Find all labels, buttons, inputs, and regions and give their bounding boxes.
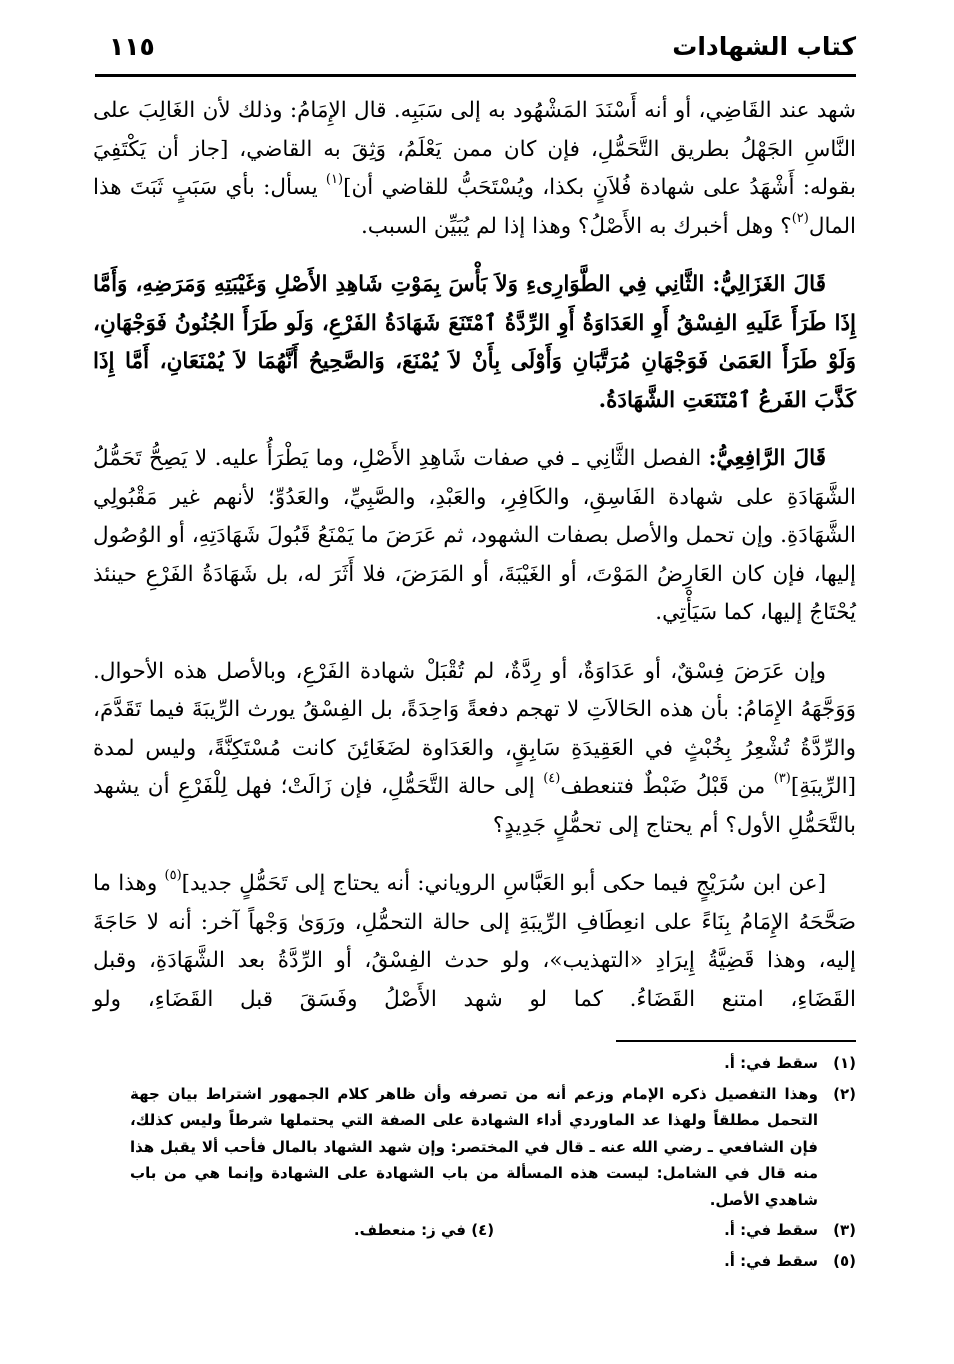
paragraph-text: ؟ وهل أخبرك به الأَصْلُ؟ وهذا إذا لم يُبَيِّن السبب.	[360, 213, 792, 239]
paragraph-text: وإن عَرَضَ فِسْقٌ، أو عَدَاوَةٌ، أو رِدَّةٌ، لم تُقْبَلْ شهادة الفَرْعِ، وبالأصل هذه الأحوال. وَوَجَّهَهُ الإِمَامُ: بأن هذه الحَالاَتِ لا تهجم دفعةً وَاحِدَةً، بل الفِسْقُ يورث الرِّيبَةَ فيما تَقَدَّمَ، والرِّدَّةُ تُشْعِرُ بِخُبْثٍ في العَقِيدَةِ سَابِقٍ، والعَدَاوة لضَغَائِنَ كانت مُسْتَكِنَّةً، وليس لمدة [الرِّيبَةِ]	[93, 658, 857, 799]
footnote	[130, 1050, 856, 1077]
paragraph-4	[93, 653, 856, 846]
paragraph-ghazali	[93, 266, 856, 420]
paragraph-text: إلى حالة التَّحَمُّلِ، فإن زَالَتْ؛ فهل لِلْفَرْعِ أن يشهد بالتَّحَمُّلِ الأول؟ أم يحتاج إلى تحمُّلٍ جَدِيدٍ؟	[93, 774, 856, 838]
page-header	[95, 30, 856, 77]
paragraph-1	[93, 92, 856, 246]
footnote-number: (٢)	[833, 1084, 856, 1103]
footnote	[130, 1248, 856, 1275]
speaker-label: قَالَ الغَزَالِيُّ:	[712, 272, 827, 297]
footnote-text: وهذا التفصيل ذكره الإمام وزعم أنه من تصرفه وأن ظاهر كلام الجمهور اشتراط بيان جهة التحمل مطلقاً ولهذا عد الماوردي أداء الشهادة على الصفة التي يحتملها شرطاً وليس كذلك، فإن الشافعي ـ رضي الله عنه ـ قال في المختصر: وإن شهد الشهاد بالمال فأحب ألا يقبل هذا منه قال في الشامل: ليست هذه المسألة من باب الشهادة على الشهادة وإنما هي من باب شاهدي الأصل.	[130, 1084, 818, 1209]
page-number: ١١٥	[109, 32, 155, 61]
footnote-ref: (٣)	[773, 770, 791, 786]
footnote	[130, 1217, 856, 1244]
paragraph-text: الثَّانِي فِي الطَّوَارِىءِ وَلاَ بَأْسَ بِمَوْتِ شَاهِدِ الأَصْلِ وَغَيْبَتِهِ وَمَرَضِهِ، وَأَمَّا إِذَا طَرَأَ عَلَيهِ الفِسْقُ أَوِ العَدَاوَةُ أَوِ الرِّدَّةُ ٱمْتَنَعَ شَهَادَةُ الفَرْعِ، وَلَو طَرَأَ الجُنُونُ فَوَجْهَانِ، وَلَوْ طَرَأَ العَمَىٰ فَوَجْهَانِ مُرَتَّبَانِ وَأَوْلَى بِأَنْ لاَ يُمْنَعَ، وَالصَّحِيحُ أَنَّهُمَا لاَ يُمْنَعَانِ، أَمَّا إِذَا كَذَّبَ الفَرعُ ٱمْتَنَعَتِ الشَّهَادَةُ.	[93, 272, 856, 413]
footnote-text: سقط في: أ.	[724, 1251, 818, 1270]
footnote-number: (١)	[833, 1054, 856, 1072]
book-title: كتاب الشهادات	[672, 32, 856, 61]
paragraph-text: وهذا ما صَحَّحَهُ الإِمَامُ بِنَاءً على انعِطَافِ الرِّيبَةِ إلى حالة التحمُّلِ، ورَوَىٰ وَجْهاً آخر: أنه لا حَاجَةَ إليه، وهذا قَضِيَّةُ إِيرَادِ «التهذيب»، ولو حدث الفِسْقُ، أو الرِّدَّةُ بعد الشَّهَادَةِ، وقبل القَضَاءِ، امتنع القَضَاءُ. كما لو شهد الأَصْلُ وفَسَقَ قبل القَضَاءِ، ولو	[93, 871, 856, 1012]
main-text	[93, 92, 856, 1019]
paragraph-text: [عن ابن سُرَيْجٍ فيما حكى أبو العَبَّاسِ الروياني: أنه يحتاج إلى تَحَمُّلٍ جديد]	[181, 871, 826, 896]
footnote-text: سقط في: أ.	[724, 1054, 818, 1072]
footnote-inline-second: (٤) في ز: منعطف.	[353, 1221, 495, 1239]
footnote	[130, 1081, 856, 1214]
footnote-number: (٣)	[833, 1221, 856, 1239]
paragraph-text: شهد عند القَاضِي، أو أنه أَسْنَدَ المَشْهُود به إلى سَبَبِه. قال الإِمَامُ: وذلك لأن الغَالِبَ على النَّاسِ الجَهْلُ بطريق التَّحَمُّلِ، فإن كان ممن يَعْلَمُ، وَثِقَ به القاضي، [جاز أن يَكْتَفِيَ بقوله: أَشْهَدُ على شهادة فُلاَنٍ بكذا، ويُسْتَحَبُّ للقاضي أن]	[93, 98, 856, 200]
speaker-label: قَالَ الرَّافِعِيُّ:	[708, 446, 826, 471]
paragraph-rafii	[93, 440, 856, 633]
paragraph-text: الفصل الثَّانِي ـ في صفات شَاهِدِ الأَصْلِ، وما يَطْرَأُ عليه. لا يَصِحُّ تَحَمُّلُ الشَّهَادَةِ على شهادة الفَاسِقِ، والكَافِرِ، والعَبْدِ، والصَّبِيِّ، والعَدُوِّ؛ لأنهم غير مَقْبُولِي الشَّهَادَةِ. وإن تحمل والأصل بصفات الشهود، ثم عَرَضَ ما يَمْنَعُ قَبُولَ شَهَادَتِهِ، أو الوُصُول إليها، فإن كان العَارِضُ المَوْتَ، أو الغَيْبَةَ، أو المَرَضَ، فلا أَثَرَ له، بل شَهَادَةُ الفَرْعِ حينئذ يُحْتَاجُ إليها، كما سَيَأْتِي.	[93, 446, 856, 625]
paragraph-text: يسأل: بأي سَبَبٍ ثَبَتَ هذا المال	[93, 175, 856, 239]
footnote-ref: (٢)	[791, 210, 809, 226]
footnote-ref: (١)	[325, 171, 344, 187]
footnote-divider	[616, 1040, 856, 1042]
footnote-number: (٥)	[833, 1251, 856, 1270]
footnote-text-part: سقط في: أ.	[724, 1221, 818, 1239]
footnote-text	[130, 1217, 818, 1244]
footnotes	[130, 1050, 856, 1278]
paragraph-5	[93, 865, 856, 1019]
paragraph-text: من قَبْلُ ضَبْطٌ فتنعطف	[560, 774, 774, 799]
footnote-ref: (٥)	[164, 867, 182, 883]
footnote-ref: (٤)	[543, 770, 561, 786]
